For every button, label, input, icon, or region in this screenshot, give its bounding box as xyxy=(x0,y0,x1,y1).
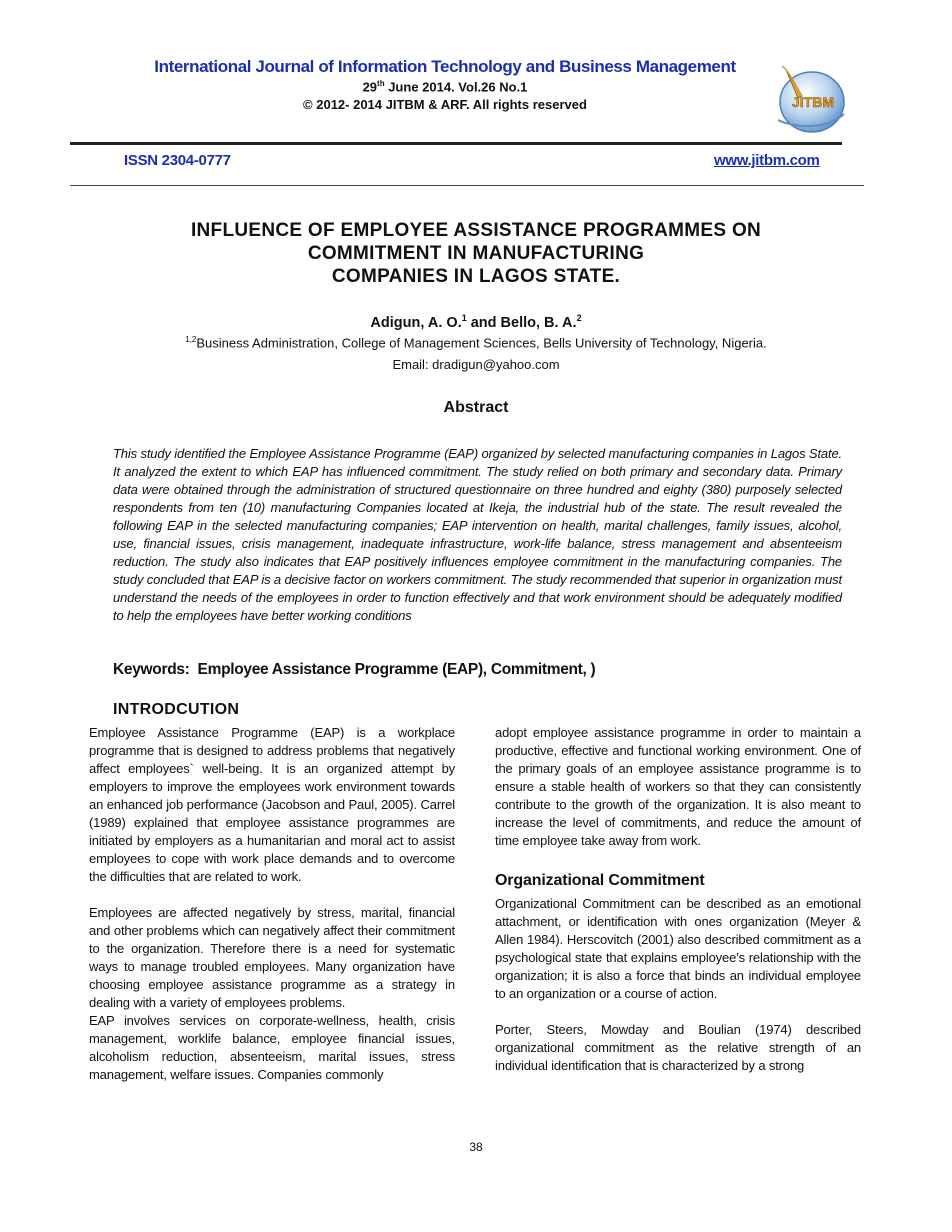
org-commitment-heading: Organizational Commitment xyxy=(495,872,705,889)
paper-title xyxy=(0,219,952,288)
page-number: 38 xyxy=(469,1140,483,1154)
intro-paragraph-1: Employee Assistance Programme (EAP) is a workplace programme that is designed to address problems that negatively affect employees` well-being. It is an organized attempt by employers to improve the employees work environment towards an enhanced job performance (Jacobson and Paul, 2005). Carrel (1989) explained that employee assistance programmes are initiated by employers as a humanitarian and moral act to assist employees to cope with work place demands and to overcome the difficulties that are related to work. xyxy=(89,725,455,884)
affiliation-sup: 1,2 xyxy=(185,335,197,344)
title-line-2: COMMITMENT IN MANUFACTURING xyxy=(307,243,645,264)
title-line-3: COMPANIES IN LAGOS STATE. xyxy=(331,266,621,287)
right-column xyxy=(495,724,861,1075)
issue-rest: June 2014. Vol.26 No.1 xyxy=(384,79,528,95)
affiliation: Business Administration, College of Management Sciences, Bells University of Technology, Nigeria. xyxy=(196,335,767,351)
issn-number: ISSN 2304-0777 xyxy=(124,152,231,169)
logo-text: JITBM xyxy=(792,94,834,110)
affiliation-line xyxy=(0,335,952,350)
abstract-heading: Abstract xyxy=(443,399,509,416)
copyright-line: © 2012- 2014 JITBM & ARF. All rights reserved xyxy=(303,97,587,112)
author-1: Adigun, A. O. xyxy=(370,314,462,331)
header-divider xyxy=(70,185,864,186)
journal-logo xyxy=(772,62,848,138)
journal-title: International Journal of Information Technology and Business Management xyxy=(154,57,736,76)
intro-paragraph-3: EAP involves services on corporate-wellness, health, crisis management, worklife balance, employee financial issues, alcoholism reduction, absenteeism, marital issues, stress management, welfare issues. Companies commonly xyxy=(89,1013,455,1082)
author-2: and Bello, B. A. xyxy=(466,314,577,331)
intro-paragraph-2: Employees are affected negatively by stress, marital, financial and other problems which can negatively affect their commitment to the organization. Therefore there is a need for systematic ways to manage troubled employees. Many organization have choosing employee assistance programme as a strategy in dealing with a variety of employees problems. xyxy=(89,905,455,1010)
left-column xyxy=(89,724,455,1084)
org-commitment-paragraph-2: Porter, Steers, Mowday and Boulian (1974) described organizational commitment as the relative strength of an individual identification that is characterized by a strong xyxy=(495,1022,861,1073)
introduction-heading: INTRODCUTION xyxy=(113,701,240,718)
issue-day-suffix: th xyxy=(377,79,385,88)
keywords-text: Employee Assistance Programme (EAP), Commitment, ) xyxy=(197,661,596,678)
issue-line xyxy=(0,79,890,94)
keywords-line xyxy=(113,661,595,679)
header-rule xyxy=(70,142,842,145)
author-2-sup: 2 xyxy=(576,313,582,323)
author-1-sup: 1 xyxy=(461,313,467,323)
issue-day: 29 xyxy=(362,79,378,95)
intro-paragraph-4: adopt employee assistance programme in order to maintain a productive, effective and functional working environment. One of the primary goals of an employee assistance programme is to ensure a stable health of workers so that they can consistently contribute to the growth of the organization. It is also meant to increase the level of commitments, and reduce the amount of time employee take away from work. xyxy=(495,725,861,848)
authors-line xyxy=(0,313,952,331)
website-link[interactable]: www.jitbm.com xyxy=(714,152,820,169)
abstract-text: This study identified the Employee Assistance Programme (EAP) organized by selected manufacturing companies in Lagos State. It analyzed the extent to which EAP has influenced commitment. The study relied on both primary and secondary data. Primary data were obtained through the administration of structured questionnaire on three hundred and eighty (380) purposely selected respondents from ten (10) manufacturing Companies located at Ikeja, the industrial hub of the state. The result revealed the following EAP in the selected manufacturing companies; EAP intervention on health, marital challenges, family issues, alcohol, use, financial issues, crisis management, inadequate infrastructure, work-life balance, stress management and absenteeism reduction. The study also indicates that EAP positively influences employee commitment in the manufacturing companies. The study concluded that EAP is a decisive factor on workers commitment. The study recommended that superior in organization must understand the needs of the employees in order to function effectively and that work environment should be adequately modified to help the employees have better working conditions xyxy=(113,446,842,623)
title-line-1: INFLUENCE OF EMPLOYEE ASSISTANCE PROGRAMMES ON xyxy=(190,220,762,241)
org-commitment-paragraph-1: Organizational Commitment can be described as an emotional attachment, or identification with ones organization (Meyer & Allen 1984). Herscovitch (2001) also described commitment as a psychological state that explains employee’s relationship with the organization; it is also a force that binds an individual employee to an organization or a course of action. xyxy=(495,896,861,1001)
keywords-label: Keywords: xyxy=(113,661,190,678)
author-email: Email: dradigun@yahoo.com xyxy=(392,357,560,372)
